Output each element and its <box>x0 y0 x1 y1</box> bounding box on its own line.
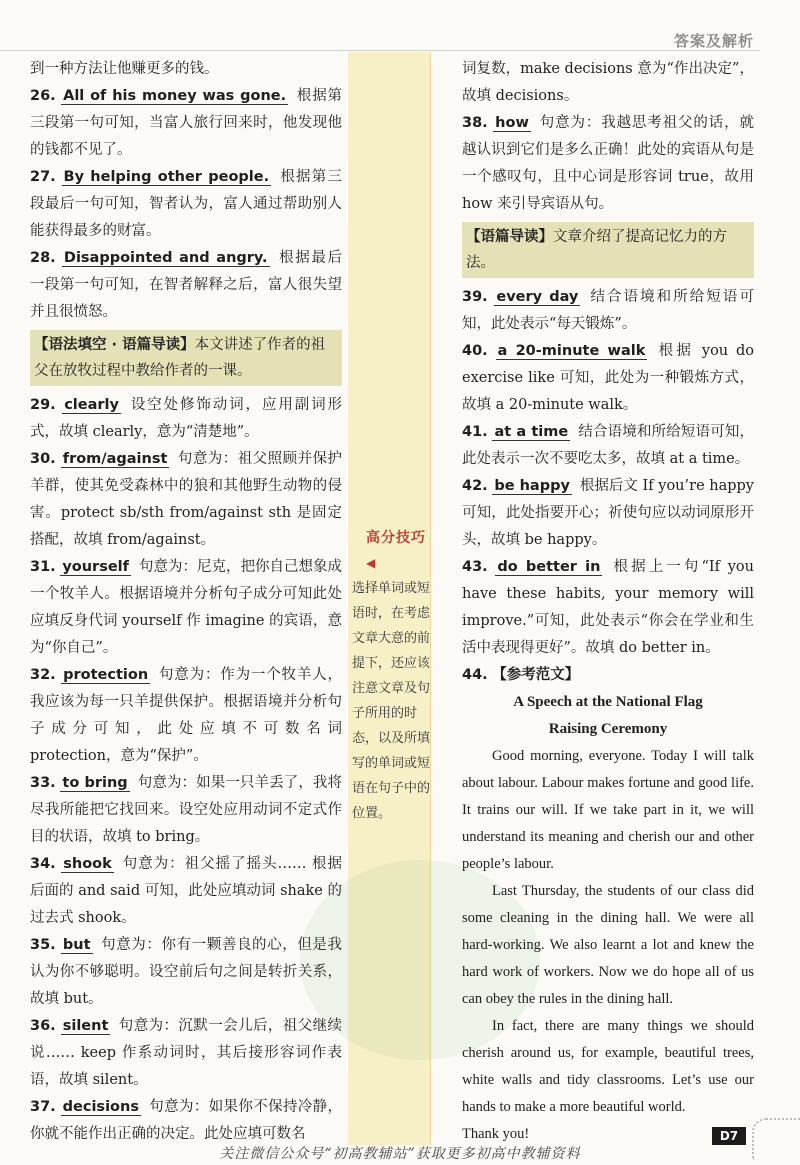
answer-item <box>30 932 342 1013</box>
item-answer: protection <box>63 667 149 683</box>
item-answer: By helping other people. <box>63 169 270 185</box>
footer-note: 关注微信公众号“初高教辅站”获取更多初高中教辅资料 <box>219 1146 581 1162</box>
item-answer: shook <box>63 856 112 872</box>
answer-item <box>30 851 342 932</box>
item-explanation: 根据后文 If you’re happy 可知，此处指要开心；祈使句应以动词原形开头，故填 be happy。 <box>462 478 754 548</box>
arrow-left-icon: ◀ <box>366 556 377 570</box>
essay-title-line-2: Raising Ceremony <box>548 721 668 737</box>
item-explanation: 句意为：我越思考祖父的话，就越认识到它们是多么正确！此处的宾语从句是一个感叹句，且中心词是形容词 true，故用 how 来引导宾语从句。 <box>462 115 755 212</box>
item-answer: clearly <box>64 397 119 413</box>
essay-paragraph: Last Thursday, the students of our class did some cleaning in the dining hall. We were all hard-working. We also learnt a lot and knew the hard work of workers. Now we do hope all of us can obey the rules in the dining hall. <box>462 883 754 1007</box>
tip-title <box>348 526 434 576</box>
essay-title-line-1: A Speech at the National Flag <box>513 694 703 710</box>
item-answer: from/against <box>62 451 168 467</box>
item-number: 35. <box>30 937 56 953</box>
item-number: 29. <box>30 397 56 413</box>
reading-guide-title: 【语篇导读】 <box>466 229 553 245</box>
item-number: 33. <box>30 775 56 791</box>
grammar-guide <box>30 330 342 386</box>
item-explanation: 句意为：祖父照顾并保护羊群，使其免受森林中的狼和其他野生动物的侵害。protect sb/sth from/against sth 是固定搭配，故填 from/against。 <box>30 451 343 548</box>
item-explanation: 根据最后一段第一句可知，在智者解释之后，富人很失望并且很愤怒。 <box>30 250 342 320</box>
tip-box <box>348 526 434 826</box>
right-column <box>462 56 754 1148</box>
answer-item <box>462 554 754 662</box>
item-answer: silent <box>62 1018 109 1034</box>
answer-item <box>462 338 754 419</box>
tip-title-text: 高分技巧 <box>366 530 426 546</box>
tip-text: 选择单词或短语时，在考虑文章大意的前提下，还应该注意文章及句子所用的时态，以及所填写的单词或短语在句子中的位置。 <box>352 581 431 821</box>
item-number: 36. <box>30 1018 56 1034</box>
item-answer: yourself <box>62 559 129 575</box>
reading-guide <box>462 222 754 278</box>
item-explanation: 根据第三段第一句可知，当富人旅行回来时，他发现他的钱都不见了。 <box>30 88 343 158</box>
item-number: 37. <box>30 1099 56 1115</box>
answer-item <box>30 662 342 770</box>
item-number: 40. <box>462 343 488 359</box>
item-answer: every day <box>496 289 579 305</box>
item-number: 30. <box>30 451 56 467</box>
answer-item <box>462 419 754 473</box>
item-number: 39. <box>462 289 488 305</box>
answer-item <box>30 1013 342 1094</box>
item-explanation: 句意为：如果你不保持冷静，你就不能作出正确的决定。此处应填可数名 <box>30 1099 343 1142</box>
left-intro: 到一种方法让他赚更多的钱。 <box>30 61 219 77</box>
item-explanation: 根据 you do exercise like 可知，此处为一种锻炼方式，故填 a 20-minute walk。 <box>462 343 754 413</box>
answer-item <box>462 473 754 554</box>
answer-list-a <box>30 83 342 326</box>
item-number: 31. <box>30 559 56 575</box>
sample-essay-label: 【参考范文】 <box>492 667 580 683</box>
item-answer: at a time <box>494 424 569 440</box>
essay-paragraph: Good morning, everyone. Today I will talk about labour. Labour makes fortune and good life. It trains our will. If we take part in it, we will understand its meaning and cherish our and other people’s labour. <box>462 748 754 872</box>
item-explanation: 句意为：你有一颗善良的心，但是我认为你不够聪明。设空前后句之间是转折关系，故填 but。 <box>30 937 343 1007</box>
grammar-guide-text: 本文讲述了作者的祖父在放牧过程中教给作者的一课。 <box>34 337 326 379</box>
answer-item <box>30 446 342 554</box>
item-explanation: 根据上一句“If you have these habits, your memory will improve.”可知，此处表示“你会在学业和生活中表现得更好”。故填 do better in。 <box>462 559 754 656</box>
item-explanation: 句意为：尼克，把你自己想象成一个牧羊人。根据语境并分析句子成分可知此处应填反身代词 yourself 作 imagine 的宾语，意为“你自己”。 <box>30 559 343 656</box>
answer-item <box>30 245 342 326</box>
answer-item <box>462 284 754 338</box>
item-answer: All of his money was gone. <box>63 88 287 104</box>
item-number: 26. <box>30 88 56 104</box>
answer-item <box>462 110 754 218</box>
answer-item <box>30 554 342 662</box>
answer-item <box>30 770 342 851</box>
essay-paragraph: In fact, there are many things we should cherish around us, for example, beautiful trees, white walls and tidy classrooms. Let’s use our hands to make a more beautiful world. <box>462 1018 754 1115</box>
item-explanation: 句意为：沉默一会儿后，祖父继续说…… keep 作系动词时，其后接形容词作表语，故填 silent。 <box>30 1018 343 1088</box>
answer-list-c <box>462 284 754 662</box>
answer-item-44 <box>462 662 754 689</box>
item-explanation: 结合语境和所给短语可知，此处表示一次不要吃太多，故填 at a time。 <box>462 424 755 467</box>
item-number: 38. <box>462 115 488 131</box>
item-explanation: 根据第三段最后一句可知，智者认为，富人通过帮助别人能获得最多的财富。 <box>30 169 343 239</box>
item-answer: do better in <box>497 559 601 575</box>
header-title: 答案及解析 <box>673 32 754 50</box>
reading-guide-text: 文章介绍了提高记忆力的方法。 <box>466 229 727 271</box>
item-explanation: 句意为：如果一只羊丢了，我将尽我所能把它找回来。设空处应用动词不定式作目的状语，故填 to bring。 <box>30 775 343 845</box>
item-number: 34. <box>30 856 56 872</box>
grammar-guide-title: 【语法填空 · 语篇导读】 <box>34 337 195 353</box>
essay-closing: Thank you! <box>462 1126 530 1142</box>
item-answer: Disappointed and angry. <box>63 250 268 266</box>
item-number: 43. <box>462 559 488 575</box>
answer-item <box>30 392 342 446</box>
item-number: 28. <box>30 250 56 266</box>
item-answer: to bring <box>62 775 128 791</box>
answer-list-b <box>30 392 342 1148</box>
item-number: 44. <box>462 667 488 683</box>
essay-body <box>462 743 754 1121</box>
item-answer: decisions <box>62 1099 139 1115</box>
item-answer: how <box>495 115 529 131</box>
item-number: 32. <box>30 667 56 683</box>
item-explanation: 设空处修饰动词，应用副词形式，故填 clearly，意为“清楚地”。 <box>30 397 343 440</box>
header-divider <box>0 50 760 51</box>
answer-item <box>30 164 342 245</box>
item-answer: a 20-minute walk <box>497 343 646 359</box>
right-continuation: 词复数，make decisions 意为“作出决定”，故填 decisions。 <box>462 61 754 104</box>
item-number: 41. <box>462 424 488 440</box>
item-number: 42. <box>462 478 488 494</box>
item-explanation: 句意为：作为一个牧羊人，我应该为每一只羊提供保护。根据语境并分析句子成分可知，此处应填不可数名词 protection，意为“保护”。 <box>30 667 343 764</box>
page-number: D7 <box>712 1127 746 1145</box>
answer-item <box>30 1094 342 1148</box>
item-answer: but <box>62 937 91 953</box>
item-explanation: 句意为：祖父摇了摇头…… 根据后面的 and said 可知，此处应填动词 shake 的过去式 shook。 <box>30 856 342 926</box>
answer-item <box>30 83 342 164</box>
left-column <box>30 56 342 1148</box>
item-explanation: 结合语境和所给短语可知，此处表示“每天锻炼”。 <box>462 289 754 332</box>
item-number: 27. <box>30 169 56 185</box>
item-answer: be happy <box>494 478 570 494</box>
